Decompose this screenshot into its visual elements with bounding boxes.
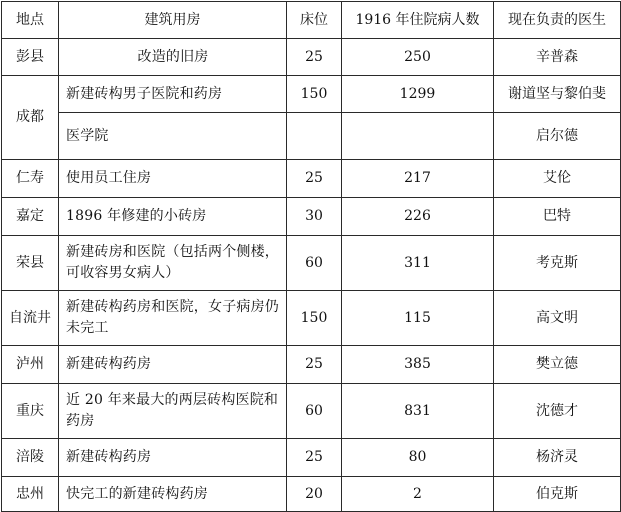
cell-doctor: 启尔德 bbox=[494, 113, 621, 160]
cell-building: 快完工的新建砖构药房 bbox=[59, 477, 287, 512]
cell-doctor: 高文明 bbox=[494, 291, 621, 346]
table-row bbox=[2, 291, 621, 346]
cell-patients: 226 bbox=[342, 198, 494, 236]
cell-beds bbox=[287, 113, 342, 160]
table-row bbox=[2, 198, 621, 236]
cell-building: 新建砖构药房和医院，女子病房仍未完工 bbox=[59, 291, 287, 346]
table-row bbox=[2, 384, 621, 439]
cell-building: 医学院 bbox=[59, 113, 287, 160]
table-row bbox=[2, 76, 621, 113]
cell-patients bbox=[342, 113, 494, 160]
cell-doctor: 伯克斯 bbox=[494, 477, 621, 512]
cell-beds: 150 bbox=[287, 291, 342, 346]
cell-place: 嘉定 bbox=[2, 198, 59, 236]
cell-beds: 60 bbox=[287, 384, 342, 439]
cell-beds: 25 bbox=[287, 439, 342, 477]
cell-doctor: 谢道坚与黎伯斐 bbox=[494, 76, 621, 113]
cell-building: 新建砖构男子医院和药房 bbox=[59, 76, 287, 113]
cell-beds: 60 bbox=[287, 236, 342, 291]
cell-doctor: 巴特 bbox=[494, 198, 621, 236]
cell-place: 忠州 bbox=[2, 477, 59, 512]
header-patients-1916: 1916 年住院病人数 bbox=[342, 2, 494, 39]
cell-doctor: 艾伦 bbox=[494, 160, 621, 198]
header-beds: 床位 bbox=[287, 2, 342, 39]
cell-patients: 2 bbox=[342, 477, 494, 512]
cell-patients: 311 bbox=[342, 236, 494, 291]
table-row bbox=[2, 160, 621, 198]
cell-beds: 20 bbox=[287, 477, 342, 512]
cell-patients: 217 bbox=[342, 160, 494, 198]
hospital-table bbox=[1, 1, 621, 512]
table-row bbox=[2, 113, 621, 160]
cell-beds: 25 bbox=[287, 160, 342, 198]
header-place: 地点 bbox=[2, 2, 59, 39]
cell-place: 自流井 bbox=[2, 291, 59, 346]
cell-patients: 1299 bbox=[342, 76, 494, 113]
cell-patients: 250 bbox=[342, 39, 494, 76]
cell-place: 仁寿 bbox=[2, 160, 59, 198]
cell-building: 新建砖构药房 bbox=[59, 439, 287, 477]
table-row bbox=[2, 477, 621, 512]
cell-patients: 831 bbox=[342, 384, 494, 439]
cell-place: 涪陵 bbox=[2, 439, 59, 477]
table-header-row bbox=[2, 2, 621, 39]
cell-place: 荣县 bbox=[2, 236, 59, 291]
cell-doctor: 考克斯 bbox=[494, 236, 621, 291]
cell-building: 使用员工住房 bbox=[59, 160, 287, 198]
table-row bbox=[2, 236, 621, 291]
cell-beds: 30 bbox=[287, 198, 342, 236]
cell-building: 新建砖构药房 bbox=[59, 346, 287, 384]
cell-place: 泸州 bbox=[2, 346, 59, 384]
cell-beds: 25 bbox=[287, 39, 342, 76]
cell-building: 新建砖房和医院（包括两个侧楼，可收容男女病人） bbox=[59, 236, 287, 291]
header-building: 建筑用房 bbox=[59, 2, 287, 39]
cell-building: 改造的旧房 bbox=[59, 39, 287, 76]
cell-doctor: 沈德才 bbox=[494, 384, 621, 439]
cell-patients: 80 bbox=[342, 439, 494, 477]
header-doctor: 现在负责的医生 bbox=[494, 2, 621, 39]
cell-doctor: 杨济灵 bbox=[494, 439, 621, 477]
cell-doctor: 樊立德 bbox=[494, 346, 621, 384]
table-row bbox=[2, 439, 621, 477]
cell-patients: 385 bbox=[342, 346, 494, 384]
cell-building: 1896 年修建的小砖房 bbox=[59, 198, 287, 236]
cell-beds: 25 bbox=[287, 346, 342, 384]
cell-place: 彭县 bbox=[2, 39, 59, 76]
cell-building: 近 20 年来最大的两层砖构医院和药房 bbox=[59, 384, 287, 439]
cell-beds: 150 bbox=[287, 76, 342, 113]
cell-place: 重庆 bbox=[2, 384, 59, 439]
cell-place: 成都 bbox=[2, 76, 59, 160]
cell-doctor: 辛普森 bbox=[494, 39, 621, 76]
table-row bbox=[2, 39, 621, 76]
table-row bbox=[2, 346, 621, 384]
cell-patients: 115 bbox=[342, 291, 494, 346]
